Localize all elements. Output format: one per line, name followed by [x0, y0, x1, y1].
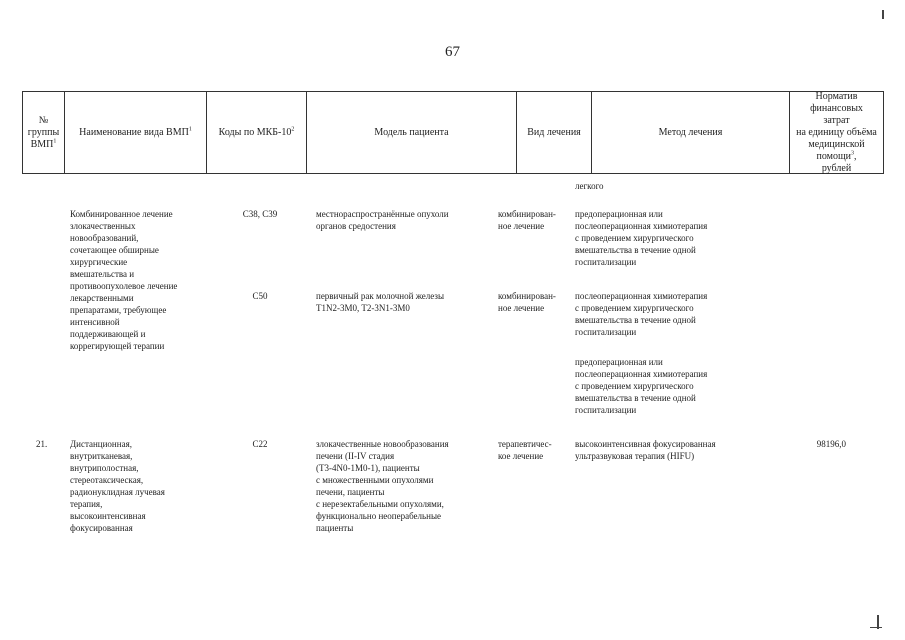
corner-mark-bottom-right-h — [870, 627, 882, 628]
patient-model-mediastinum: местнораспространённые опухоли органов средостения — [316, 209, 449, 231]
table-header — [22, 91, 884, 174]
financial-cost-98196: 98196,0 — [816, 439, 846, 449]
treatment-type-therapeutic: терапевтичес- кое лечение — [498, 439, 552, 461]
header-vmp-name-label: Наименование вида ВМП — [79, 126, 189, 138]
corner-mark-top-right — [882, 10, 884, 19]
treatment-type-combined: комбинирован- ное лечение — [498, 209, 556, 231]
header-icd-codes-label: Коды по МКБ-10 — [218, 126, 292, 138]
header-patient-model-label: Модель пациента — [374, 126, 449, 138]
header-vmp-name-footnote: 1 — [188, 126, 192, 133]
carry-over-method: легкого — [575, 181, 604, 191]
header-group-number — [23, 92, 65, 173]
method-hifu: высокоинтенсивная фокусированная ультразвуковая терапия (HIFU) — [575, 439, 716, 461]
header-financial-norm-label: Норматив финансовых затрат на единицу объёма медицинской помощи — [796, 90, 877, 162]
method-post-chemo: послеоперационная химиотерапия с проведением хирургического вмешательства в течение одной госпитализации — [575, 291, 708, 337]
header-icd-codes — [207, 92, 307, 173]
header-financial-norm-unit: , рублей — [821, 150, 857, 174]
header-patient-model — [307, 92, 517, 173]
header-treatment-method — [592, 92, 790, 173]
header-group-number-label: № группы ВМП — [27, 114, 60, 150]
patient-model-liver: злокачественные новообразования печени (II-IV стадия (T3-4N0-1M0-1), пациенты с множественными опухолями печени, пациенты с нерезектабельными опухолями, функционально неоперабельные пациенты — [316, 439, 449, 533]
header-group-number-footnote: 1 — [53, 138, 57, 145]
icd-codes-c22: C22 — [252, 439, 268, 449]
header-icd-codes-footnote: 2 — [291, 126, 295, 133]
header-financial-norm — [790, 92, 883, 173]
method-pre-post-chemo: предоперационная или послеоперационная химиотерапия с проведением хирургического вмешательства в течение одной госпитализации — [575, 209, 708, 267]
vmp-name-combined: Комбинированное лечение злокачественных новообразований, сочетающее обширные хирургические вмешательства и противоопухолевое лечение лекарственными препаратами, требующее интенсивной поддерживающей и коррегирующей терапии — [70, 209, 178, 351]
header-financial-norm-footnote: 3 — [851, 150, 855, 157]
page-number: 67 — [445, 44, 460, 60]
header-treatment-type — [517, 92, 592, 173]
treatment-type-combined-2: комбинирован- ное лечение — [498, 291, 556, 313]
method-pre-post-chemo-2: предоперационная или послеоперационная химиотерапия с проведением хирургического вмешательства в течение одной госпитализации — [575, 357, 708, 415]
header-treatment-type-label: Вид лечения — [527, 126, 581, 138]
header-vmp-name — [65, 92, 207, 173]
icd-codes-c38-c39: C38, C39 — [242, 209, 278, 219]
patient-model-breast-cancer: первичный рак молочной железы T1N2-3M0, T2-3N1-3M0 — [316, 291, 444, 313]
group-number-21: 21. — [36, 439, 48, 449]
icd-codes-c50: C50 — [252, 291, 268, 301]
header-treatment-method-label: Метод лечения — [658, 126, 723, 138]
vmp-name-radiotherapy: Дистанционная, внутритканевая, внутриполостная, стереотаксическая, радионуклидная лучевая терапия, высокоинтенсивная фокусированная — [70, 439, 165, 533]
